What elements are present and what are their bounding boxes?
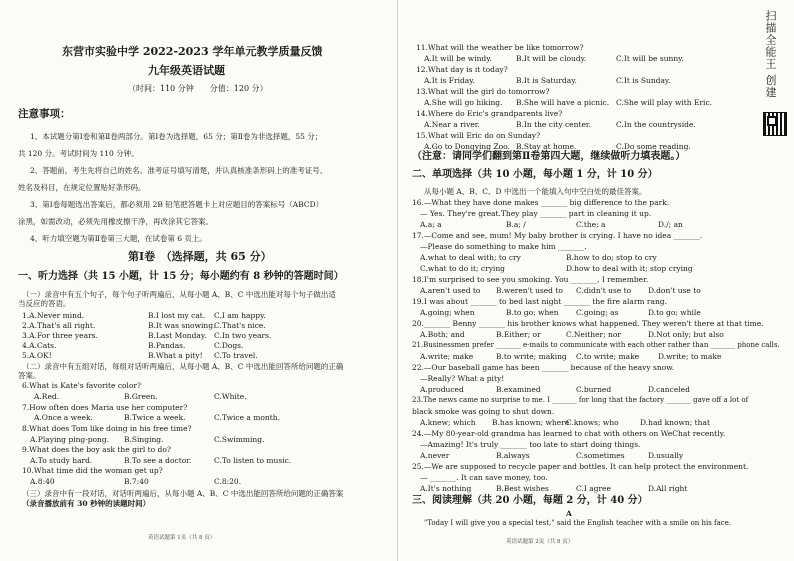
option: D.write; to make	[658, 352, 722, 361]
question: 22.—Our baseball game has been _______ because of the heavy snow.	[412, 363, 675, 372]
instruction: （一）录音中有五个句子，每个句子听两遍后，从每小题 A、B、C 中选出能对每个句子做出适	[22, 290, 336, 299]
option: C.Dogs.	[214, 341, 244, 350]
option: D.had known; that	[640, 418, 710, 427]
note-line: 姓名及科目，在规定位置贴好条形码。	[18, 183, 146, 192]
time-score: （时间：110 分钟 分值：120 分）	[128, 84, 268, 93]
option: D.usually	[648, 451, 684, 460]
option: A.never	[420, 451, 450, 460]
option: B.Best wishes	[496, 484, 549, 493]
option: A.aren't used to	[420, 286, 481, 295]
option: C.didn't use to	[576, 286, 632, 295]
option: C.I am happy.	[214, 311, 266, 320]
option: B.Pandas.	[148, 341, 186, 350]
question: 13.What will the girl do tomorrow?	[416, 87, 550, 96]
note-line: 3、第Ⅰ卷每题选出答案后，都必须用 2B 铅笔把答题卡上对应题目的答案标号（ABCD）	[30, 200, 324, 209]
page-footer: 英语试题第 1页（共 8 页）	[148, 535, 216, 541]
option: C.to write; make	[576, 352, 640, 361]
instruction: 从每小题 A、B、C、D 中选出一个能填入句中空白处的最佳答案。	[424, 187, 647, 196]
option: B.weren't used to	[496, 286, 563, 295]
instruction: 答案。	[18, 371, 41, 380]
option: B.I lost my cat.	[148, 311, 206, 320]
notes-heading: 注意事项：	[18, 108, 71, 120]
option: C.It is Sunday.	[616, 76, 671, 85]
option: 4.A.Cats.	[22, 341, 57, 350]
question: black smoke was going to shut down.	[412, 407, 555, 416]
option: C.8:20.	[214, 477, 242, 486]
question: — _______. It can save money, too.	[420, 473, 548, 482]
option: C.burned	[576, 385, 612, 394]
instruction: （录音播放前有 30 秒钟的读题时间）	[22, 499, 151, 508]
qr-code-icon	[763, 112, 787, 136]
option: B.Stay at home.	[516, 142, 577, 151]
instruction: （二）录音中有五组对话，每组对话听两遍后，从每小题 A、B、C 中选出能回答所给问题的正确	[22, 362, 344, 371]
option: B.It will be cloudy.	[516, 54, 587, 63]
option: C.To listen to music.	[214, 456, 292, 465]
option: A.going; when	[420, 308, 475, 317]
note-line: 2、答题前，考生先将自己的姓名、准考证号填写清楚，并认真核准条形码上的准考证号、	[30, 166, 328, 175]
option: B.examined	[496, 385, 541, 394]
option: B.to write; making	[496, 352, 567, 361]
option: C.Do some reading.	[616, 142, 691, 151]
question: —Really? What a pity!	[420, 374, 505, 383]
option: C.That's nice.	[214, 321, 266, 330]
option: C.Twice a month.	[214, 413, 280, 422]
scanner-watermark: 扫描全能王 创建	[764, 10, 777, 99]
question: 20._______ Benny _______ his brother knows what happened. They weren't there at that time.	[412, 319, 764, 328]
option: B.It was snowing.	[148, 321, 216, 330]
option: B.7:40	[124, 477, 149, 486]
option: B.Singing.	[124, 435, 164, 444]
option: B.Last Monday.	[148, 331, 207, 340]
option: A.a; a	[420, 220, 442, 229]
option: A.It's nothing	[420, 484, 472, 493]
instruction: 当反应的答语。	[18, 299, 71, 308]
option: D.don't use to	[648, 286, 701, 295]
option: A.Red.	[34, 392, 60, 401]
question: 16.—What they have done makes _______ big difference to the park.	[412, 198, 670, 207]
option: A.Playing ping-pong.	[30, 435, 110, 444]
question: 6.What is Kate's favorite color?	[22, 381, 142, 390]
note-line: 共 120 分。考试时间为 110 分钟。	[18, 149, 139, 158]
option: B.Twice a week.	[124, 413, 186, 422]
option: B.always	[496, 451, 530, 460]
part1-heading: 第Ⅰ卷 （选择题，共 65 分）	[128, 250, 272, 263]
option: C.She will play with Eric.	[616, 98, 713, 107]
passage-label: A	[566, 509, 572, 518]
option: 1.A.Never mind.	[22, 311, 85, 320]
option: A.produced	[420, 385, 464, 394]
option: A.It will be windy.	[424, 54, 492, 63]
passage-text: "Today I will give you a special test," said the English teacher with a smile on his face.	[424, 519, 732, 527]
option: B.has known; where	[492, 418, 570, 427]
question: — Yes. They're great.They play _______ part in cleaning it up.	[420, 209, 652, 218]
option: A.Near a river.	[424, 120, 480, 129]
page-footer: 英语试题第 2页（共 8 页）	[506, 539, 574, 545]
question: 9.What does the boy ask the girl to do?	[22, 445, 171, 454]
option: B.In the city center.	[516, 120, 592, 129]
option: A.8:40	[30, 477, 55, 486]
question: 25.—We are supposed to recycle paper and bottles. It can help protect the environment.	[412, 462, 749, 471]
option: 3.A.For three years.	[22, 331, 98, 340]
option: D.canceled	[648, 385, 690, 394]
page-right	[397, 0, 794, 561]
question: 21.Businessmen prefer _______ e-mails to communicate with each other rather than _______ phone calls.	[412, 341, 780, 349]
option: B.Either; or	[496, 330, 541, 339]
option: A.It is Friday.	[424, 76, 475, 85]
option: D.Not only; but also	[648, 330, 724, 339]
option: B.Green.	[124, 392, 158, 401]
option: D./; an	[658, 220, 683, 229]
question: 19.I was about _______ to bed last night _______ the fire alarm rang.	[412, 297, 667, 306]
option: A.Go to Dongying Zoo.	[424, 142, 510, 151]
option: C.To travel.	[214, 351, 258, 360]
question: 10.What time did the woman get up?	[22, 466, 163, 475]
note-line: 涂黑，如需改动，必须先用橡皮擦干净，再改涂其它答案。	[18, 217, 213, 226]
section1-heading: 一、听力选择（共 15 小题，计 15 分；每小题约有 8 秒钟的答题时间）	[18, 271, 344, 282]
option: 2.A.That's all right.	[22, 321, 96, 330]
option: C.what to do it; crying	[420, 264, 505, 273]
question: 24.—My 80-year-old grandma has learned to chat with others on WeChat recently.	[412, 429, 726, 438]
option: D.how to deal with it; stop crying	[566, 264, 693, 273]
option: C.going; as	[576, 308, 619, 317]
option: A.write; make	[420, 352, 474, 361]
option: C.Neither; nor	[566, 330, 621, 339]
question: 23.The news came no surprise to me. I _______ for long that the factory _______ gave off a lot of	[412, 396, 749, 404]
option: B.to go; when	[506, 308, 559, 317]
question: 17.—Come and see, mum! My baby brother is crying. I have no idea _______.	[412, 231, 703, 240]
exam-subtitle: 九年级英语试题	[148, 64, 225, 77]
question: —Amazing! It's truly _______ too late to start doing things.	[420, 440, 641, 449]
exam-title: 东营市实验中学 2022-2023 学年单元教学质量反馈	[62, 45, 323, 58]
option: C.In two years.	[214, 331, 272, 340]
option: B.She will have a picnic.	[516, 98, 610, 107]
option: A.Both; and	[420, 330, 465, 339]
option: C.sometimes	[576, 451, 625, 460]
option: C.In the countryside.	[616, 120, 696, 129]
option: B.To see a doctor.	[124, 456, 192, 465]
question: 11.What will the weather be like tomorrow?	[416, 43, 584, 52]
question: 7.How often does Maria use her computer?	[22, 403, 188, 412]
option: B.how to do; stop to cry	[566, 253, 657, 262]
option: C.knows; who	[566, 418, 619, 427]
question: 12.What day is it today?	[416, 65, 508, 74]
question: 18.I'm surprised to see you smoking. You _______, I remember.	[412, 275, 649, 284]
section2-heading: 二、单项选择（共 10 小题，每小题 1 分，计 10 分）	[412, 169, 658, 180]
option: 5.A.OK!	[22, 351, 52, 360]
section3-heading: 三、阅读理解（共 20 小题，每题 2 分，计 40 分）	[412, 495, 648, 506]
option: A.what to deal with; to cry	[420, 253, 521, 262]
option: A.knew; which	[420, 418, 476, 427]
notice: （注意：请同学们翻到第Ⅱ卷第四大题，继续做听力填表题。）	[412, 151, 686, 162]
option: D.to go; while	[648, 308, 701, 317]
question: —Please do something to make him _______.	[420, 242, 587, 251]
question: 8.What does Tom like doing in his free time?	[22, 424, 192, 433]
option: C.It will be sunny.	[616, 54, 684, 63]
option: B.What a pity!	[148, 351, 203, 360]
option: D.All right	[648, 484, 688, 493]
option: B.a; /	[506, 220, 526, 229]
question: 14.Where do Eric's grandparents live?	[416, 109, 563, 118]
instruction: （三）录音中有一段对话，对话听两遍后，从每小题 A、B、C 中选出能回答所给问题的正确答案	[22, 489, 344, 498]
option: A.To study hard.	[30, 456, 93, 465]
option: A.She will go hiking.	[424, 98, 503, 107]
option: C.the; a	[576, 220, 606, 229]
option: A.Once a week.	[34, 413, 93, 422]
option: B.It is Saturday.	[516, 76, 577, 85]
question: 15.What will Eric do on Sunday?	[416, 131, 541, 140]
option: C.White.	[214, 392, 247, 401]
note-line: 4、听力填空题为第Ⅱ卷第三大题，在试卷第 6 页上。	[30, 234, 207, 243]
option: C.Swimming.	[214, 435, 265, 444]
note-line: 1、本试题分第Ⅰ卷和第Ⅱ卷两部分。第Ⅰ卷为选择题，65 分；第Ⅱ卷为非选择题，55 分；	[30, 132, 323, 141]
option: C.I agree	[576, 484, 611, 493]
